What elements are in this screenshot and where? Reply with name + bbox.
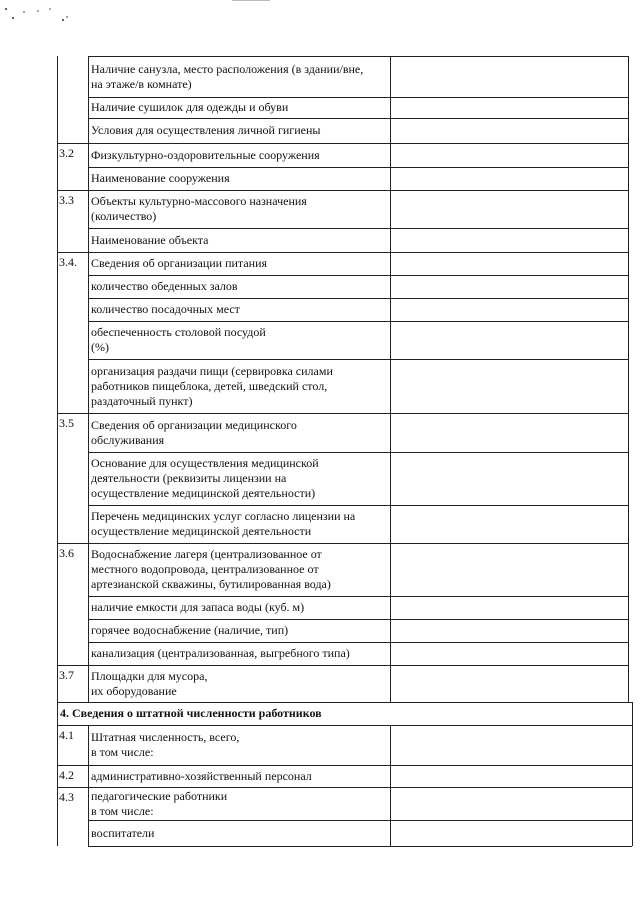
column-border	[57, 725, 58, 846]
row-label: воспитатели	[91, 826, 155, 840]
row-label: организация раздачи пищи (сервировка силами работников пищеблока, детей, шведский стол, раздаточный пункт)	[91, 364, 333, 408]
value-cell[interactable]	[391, 453, 627, 504]
value-cell[interactable]	[391, 98, 627, 117]
row-label: Штатная численность, всего, в том числе:	[91, 730, 240, 759]
row-border	[88, 452, 628, 453]
row-number: 3.2	[59, 146, 74, 160]
row-border	[88, 321, 628, 322]
row-border	[57, 143, 628, 144]
value-cell[interactable]	[391, 597, 627, 618]
row-border	[88, 97, 628, 98]
row-number: 3.3	[59, 193, 74, 207]
row-label: Объекты культурно-массового назначения (количество)	[91, 194, 307, 223]
row-border	[88, 118, 628, 119]
value-cell[interactable]	[391, 119, 627, 142]
value-cell[interactable]	[391, 643, 627, 664]
row-border	[57, 190, 628, 191]
row-border	[57, 787, 632, 788]
row-label: наличие емкости для запаса воды (куб. м)	[91, 600, 305, 614]
row-border	[88, 167, 628, 168]
row-border	[88, 820, 632, 821]
value-cell[interactable]	[391, 666, 627, 701]
column-border	[632, 725, 633, 846]
value-cell[interactable]	[391, 360, 627, 412]
column-border	[88, 56, 89, 702]
row-label: Наличие санузла, место расположения (в здании/вне, на этаже/в комнате)	[91, 62, 364, 91]
value-cell[interactable]	[391, 229, 627, 251]
row-label: Перечень медицинских услуг согласно лицензии на осуществление медицинской деятельности	[91, 509, 356, 538]
row-number: 3.5	[59, 416, 74, 430]
row-label: Сведения об организации питания	[91, 256, 268, 270]
value-cell[interactable]	[391, 253, 627, 274]
row-label: административно-хозяйственный персонал	[91, 769, 312, 783]
row-number: 4.1	[59, 728, 74, 742]
column-border	[390, 725, 391, 846]
row-border	[88, 596, 628, 597]
row-border	[88, 298, 628, 299]
row-border	[57, 702, 632, 703]
row-label: Основание для осуществления медицинской деятельности (реквизиты лицензии на осуществление медицинской деятельности)	[91, 456, 319, 500]
value-cell[interactable]	[391, 276, 627, 297]
value-cell[interactable]	[391, 726, 631, 764]
row-number: 3.6	[59, 546, 74, 560]
row-label: количество обеденных залов	[91, 279, 238, 293]
row-number: 3.7	[59, 668, 74, 682]
row-border	[57, 765, 632, 766]
value-cell[interactable]	[391, 620, 627, 641]
row-label: Сведения об организации медицинского обслуживания	[91, 418, 297, 447]
section-heading: 4. Сведения о штатной численности работников	[60, 706, 322, 720]
row-label: Наличие сушилок для одежды и обуви	[91, 100, 289, 114]
column-border	[88, 725, 89, 846]
value-cell[interactable]	[391, 57, 627, 96]
row-label: Наименование сооружения	[91, 171, 230, 185]
row-border	[88, 359, 628, 360]
row-border	[88, 619, 628, 620]
row-label: количество посадочных мест	[91, 302, 240, 316]
row-border	[57, 665, 628, 666]
row-label: Площадки для мусора, их оборудование	[91, 669, 208, 698]
row-border	[88, 228, 628, 229]
row-number: 4.2	[59, 768, 74, 782]
value-cell[interactable]	[391, 299, 627, 320]
row-label: педагогические работники в том числе:	[91, 789, 228, 818]
row-label: Физкультурно-оздоровительные сооружения	[91, 148, 320, 162]
row-border	[88, 56, 628, 57]
value-cell[interactable]	[391, 821, 631, 845]
row-label: Наименование объекта	[91, 233, 209, 247]
row-label: канализация (централизованная, выгребного типа)	[91, 646, 350, 660]
row-border	[88, 275, 628, 276]
value-cell[interactable]	[391, 544, 627, 595]
value-cell[interactable]	[391, 191, 627, 227]
column-border	[628, 56, 629, 702]
column-border	[57, 56, 58, 725]
scan-mark	[232, 0, 270, 1]
row-border	[57, 543, 628, 544]
value-cell[interactable]	[391, 506, 627, 542]
row-border	[88, 505, 628, 506]
row-label: обеспеченность столовой посудой (%)	[91, 325, 266, 354]
value-cell[interactable]	[391, 168, 627, 189]
column-border	[390, 56, 391, 702]
row-label: горячее водоснабжение (наличие, тип)	[91, 623, 289, 637]
row-border	[88, 846, 632, 847]
scan-specks	[0, 0, 100, 30]
value-cell[interactable]	[391, 322, 627, 358]
value-cell[interactable]	[391, 788, 631, 819]
value-cell[interactable]	[391, 144, 627, 166]
row-border	[88, 642, 628, 643]
row-border	[57, 252, 628, 253]
row-number: 3.4.	[59, 255, 77, 269]
column-border	[632, 702, 633, 725]
row-border	[57, 413, 628, 414]
row-label: Водоснабжение лагеря (централизованное от местного водопровода, централизованное от артезианской скважины, бутилированная вода)	[91, 547, 331, 591]
row-label: Условия для осуществления личной гигиены	[91, 123, 321, 137]
row-number: 4.3	[59, 790, 74, 804]
value-cell[interactable]	[391, 766, 631, 786]
value-cell[interactable]	[391, 414, 627, 451]
